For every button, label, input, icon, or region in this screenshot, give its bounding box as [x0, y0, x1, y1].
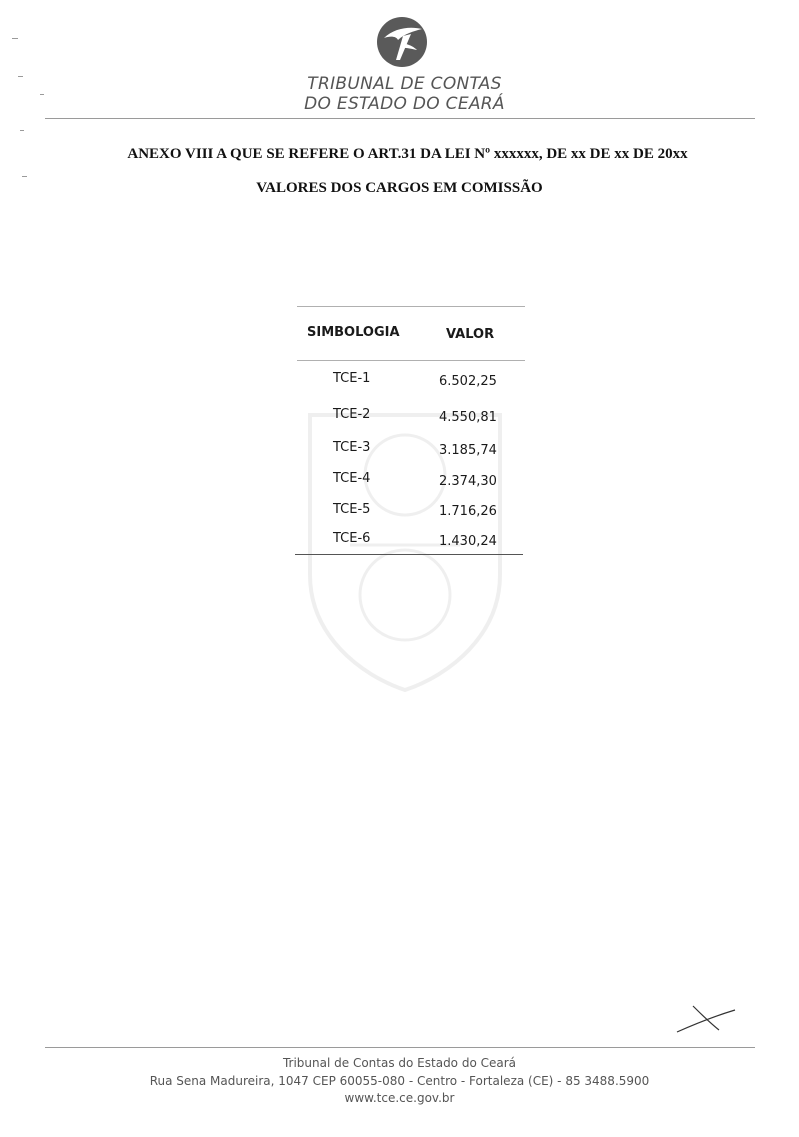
- table-bottom-rule: [295, 554, 523, 555]
- table-cell-valor: 1.716,26: [439, 504, 497, 519]
- document-title: ANEXO VIII A QUE SE REFERE O ART.31 DA LEI Nº xxxxxx, DE xx DE xx DE 20xx: [127, 146, 688, 162]
- table-cell-valor: 3.185,74: [439, 443, 497, 458]
- table-cell-simbologia: TCE-6: [333, 531, 371, 546]
- table-header-rule: [297, 360, 525, 361]
- scan-speck: [22, 176, 27, 177]
- document-subtitle: VALORES DOS CARGOS EM COMISSÃO: [256, 180, 543, 196]
- footer-divider: [45, 1047, 755, 1048]
- footer-address: Rua Sena Madureira, 1047 CEP 60055-080 - Centro - Fortaleza (CE) - 85 3488.5900: [149, 1074, 650, 1088]
- scan-speck: [12, 38, 18, 39]
- org-name-line-2: DO ESTADO DO CEARÁ: [304, 94, 505, 114]
- footer-org-name: Tribunal de Contas do Estado do Ceará: [282, 1056, 517, 1070]
- column-header-simbologia: SIMBOLOGIA: [307, 325, 400, 340]
- table-cell-simbologia: TCE-3: [333, 440, 371, 455]
- table-cell-simbologia: TCE-4: [333, 471, 371, 486]
- table-cell-simbologia: TCE-1: [333, 371, 371, 386]
- table-cell-simbologia: TCE-2: [333, 407, 371, 422]
- signature-mark-icon: [675, 1004, 737, 1034]
- column-header-valor: VALOR: [446, 327, 495, 342]
- scan-speck: [20, 130, 24, 131]
- table-cell-simbologia: TCE-5: [333, 502, 371, 517]
- table-cell-valor: 2.374,30: [439, 474, 497, 489]
- header-divider: [45, 118, 755, 119]
- org-name-line-1: TRIBUNAL DE CONTAS: [307, 74, 502, 94]
- tce-ce-logo-icon: [376, 16, 428, 68]
- footer-website: www.tce.ce.gov.br: [344, 1091, 455, 1105]
- table-cell-valor: 1.430,24: [439, 534, 497, 549]
- table-cell-valor: 4.550,81: [439, 410, 497, 425]
- table-top-rule: [297, 306, 525, 307]
- table-cell-valor: 6.502,25: [439, 374, 497, 389]
